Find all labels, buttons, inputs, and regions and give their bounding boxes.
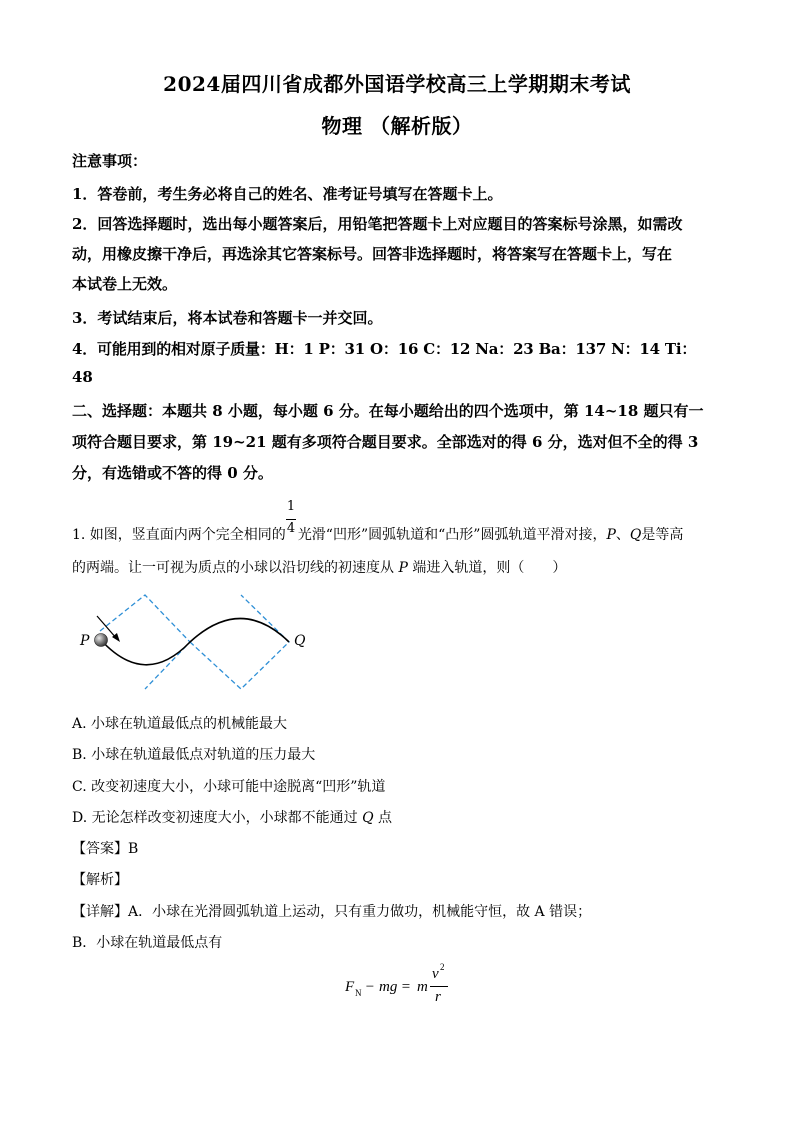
detail-text: A．小球在光滑圆弧轨道上运动，只有重力做功，机械能守恒，故 A 错误；: [128, 904, 592, 920]
concave-arc-guide: [100, 595, 190, 689]
notice-item-4-line-1: 4．可能用到的相对原子质量：H：1 P：31 O：16 C：12 Na：23 Ba：137 N：14 Ti：: [72, 340, 697, 358]
equation-newton: [345, 962, 465, 1010]
eq-minus: −: [362, 979, 378, 995]
notice-item-2-line-3: 本试卷上无效。: [72, 275, 178, 293]
eq-fraction-bar: [430, 986, 448, 987]
q1-detail: [72, 901, 591, 921]
section2-line-3: 分，有选错或不答的得 0 分。: [72, 464, 273, 482]
q1-option-a: A. 小球在轨道最低点的机械能最大: [72, 716, 288, 732]
eq-equals: =: [398, 979, 414, 995]
q1-fraction-denominator: 4: [286, 521, 296, 536]
page-title: 2024届四川省成都外国语学校高三上学期期末考试: [163, 72, 631, 96]
figure-label-q: Q: [294, 633, 306, 649]
q1-separator: 、: [615, 527, 630, 543]
q1-option-d-part-b: 点: [373, 810, 393, 826]
q1-option-c: C. 改变初速度大小，小球可能中途脱离“凹形”轨道: [72, 779, 386, 795]
eq-mg: mg: [379, 979, 398, 995]
notice-item-4-line-2: 48: [72, 368, 93, 386]
notice-item-1: 1．答卷前，考生务必将自己的姓名、准考证号填写在答题卡上。: [72, 185, 503, 203]
q1-stem-part-b: 光滑“凹形”圆弧轨道和“凸形”圆弧轨道平滑对接，: [297, 527, 607, 543]
q1-option-b: B. 小球在轨道最低点对轨道的压力最大: [72, 747, 316, 763]
eq-v: v: [432, 966, 439, 982]
eq-r: r: [435, 989, 441, 1005]
eq-sub-n: N: [355, 988, 362, 998]
notice-item-3: 3．考试结束后，将本试卷和答题卡一并交回。: [72, 309, 383, 327]
eq-f: F: [345, 979, 355, 995]
eq-square: 2: [440, 962, 445, 972]
q1-point-q: Q: [629, 527, 642, 543]
q1-option-d-part-a: D. 无论怎样改变初速度大小，小球都不能通过: [72, 810, 363, 826]
notice-heading: 注意事项：: [72, 152, 148, 170]
q1-stem-part-c: 是等高: [641, 527, 684, 543]
q1-analysis-tag: 【解析】: [72, 872, 128, 888]
q1-stem-part-a: 1. 如图，竖直面内两个完全相同的: [72, 527, 286, 543]
figure-label-p: P: [80, 633, 90, 649]
notice-item-2-line-1: 2．回答选择题时，选出每小题答案后，用铅笔把答题卡上对应题目的答案标号涂黑，如需改: [72, 215, 683, 233]
q1-fraction: [286, 499, 298, 539]
convex-arc-guide: [190, 595, 289, 689]
answer-value: B: [128, 841, 139, 857]
q1-fraction-numerator: 1: [286, 499, 296, 514]
ball-icon: [95, 634, 108, 647]
detail-tag: 【详解】: [72, 904, 128, 920]
q1-point-p: P: [606, 527, 616, 543]
q1-stem2-point-p: P: [398, 560, 408, 576]
section2-line-1: 二、选择题：本题共 8 小题，每小题 6 分。在每小题给出的四个选项中，第 14~18 题只有一: [72, 402, 704, 420]
q1-fraction-bar: [286, 519, 296, 520]
q1-stem-line-2: [72, 557, 566, 577]
q1-stem2-part-a: 的两端。让一可视为质点的小球以沿切线的初速度从: [72, 560, 399, 576]
q1-stem-line-1: [72, 499, 684, 544]
q1-answer: [72, 838, 138, 858]
q1-option-d-q: Q: [362, 810, 374, 826]
notice-item-2-line-2: 动，用橡皮擦干净后，再选涂其它答案标号。回答非选择题时，将答案写在答题卡上，写在: [72, 245, 673, 263]
q1-stem2-part-b: 端进入轨道，则（ ）: [407, 560, 567, 576]
section2-line-2: 项符合题目要求，第 19~21 题有多项符合题目要求。全部选对的得 6 分，选对但不全的得 3: [72, 433, 699, 451]
eq-m: m: [417, 979, 428, 995]
page-subtitle: 物理 （解析版）: [321, 114, 473, 138]
q1-track-figure: [70, 585, 330, 700]
q1-detail-b: B．小球在轨道最低点有: [72, 935, 223, 951]
q1-option-d: [72, 807, 392, 827]
answer-tag: 【答案】: [72, 841, 128, 857]
track-curve: [100, 619, 289, 665]
